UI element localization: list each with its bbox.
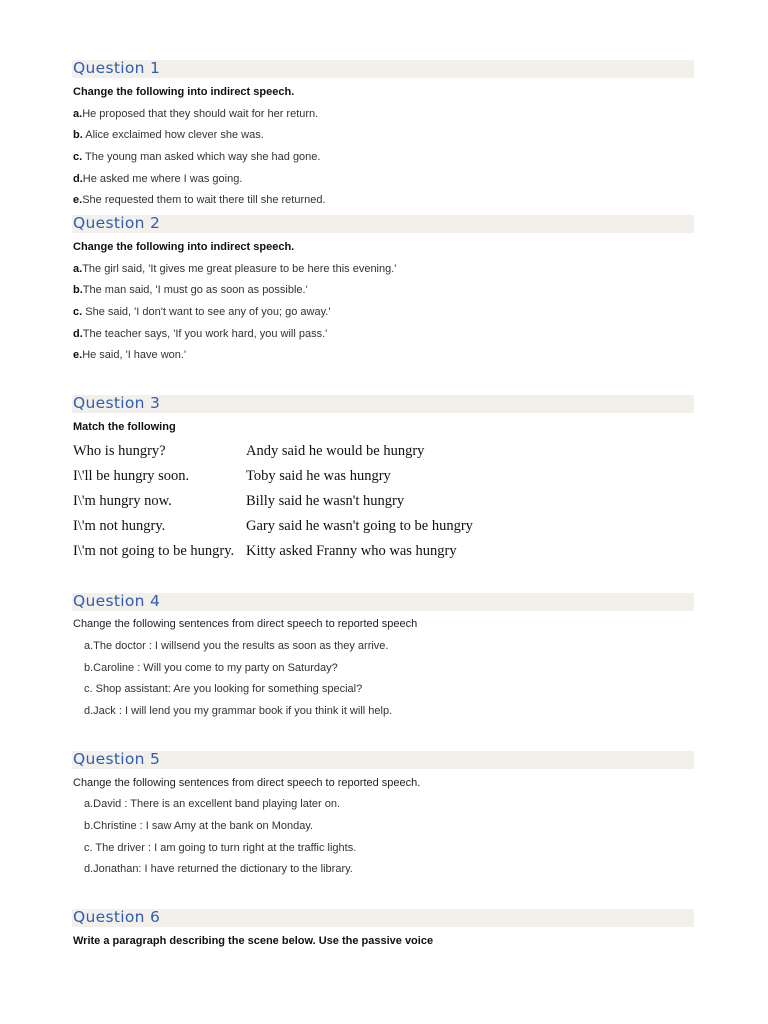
question-4-item-a: a.The doctor : I willsend you the results as soon as they arrive. (84, 640, 389, 652)
question-2-item-c: c. She said, 'I don't want to see any of you; go away.' (73, 306, 331, 318)
question-4-header-bar (72, 593, 694, 611)
question-6-instruction: Write a paragraph describing the scene below. Use the passive voice (73, 935, 434, 947)
match-right-2: Toby said he was hungry (246, 468, 391, 484)
question-3-header-bar (72, 395, 694, 413)
question-2-item-a: a.The girl said, 'It gives me great pleasure to be here this evening.' (73, 263, 397, 275)
question-4-instruction: Change the following sentences from direct speech to reported speech (73, 618, 418, 630)
question-1-item-e: e.She requested them to wait there till she returned. (73, 194, 326, 206)
question-4-item-b: b.Caroline : Will you come to my party on Saturday? (84, 662, 338, 674)
question-1-item-b: b. Alice exclaimed how clever she was. (73, 129, 264, 141)
match-left-2: I\'ll be hungry soon. (73, 468, 190, 484)
question-5-item-b: b.Christine : I saw Amy at the bank on Monday. (84, 820, 314, 832)
question-6-title: Question 6 (73, 908, 161, 926)
question-4-item-d: d.Jack : I will lend you my grammar book if you think it will help. (84, 705, 393, 717)
question-3-title: Question 3 (73, 394, 161, 412)
question-1-item-d: d.He asked me where I was going. (73, 173, 243, 185)
match-left-5: I\'m not going to be hungry. (73, 543, 235, 559)
question-2-instruction: Change the following into indirect speech. (73, 241, 295, 253)
question-2-item-e: e.He said, 'I have won.' (73, 349, 187, 361)
question-3-instruction: Match the following (73, 421, 176, 433)
question-5-item-a: a.David : There is an excellent band playing later on. (84, 798, 341, 810)
question-1-title: Question 1 (73, 59, 161, 77)
question-4-title: Question 4 (73, 592, 161, 610)
question-2-header-bar (72, 215, 694, 233)
match-left-4: I\'m not hungry. (73, 518, 166, 534)
question-5-title: Question 5 (73, 750, 161, 768)
question-2-item-d: d.The teacher says, 'If you work hard, you will pass.' (73, 328, 328, 340)
question-4-item-c: c. Shop assistant: Are you looking for something special? (84, 683, 363, 695)
match-left-1: Who is hungry? (73, 443, 166, 459)
question-1-instruction: Change the following into indirect speech. (73, 86, 295, 98)
match-right-5: Kitty asked Franny who was hungry (246, 543, 457, 559)
question-5-item-d: d.Jonathan: I have returned the dictionary to the library. (84, 863, 353, 875)
match-left-3: I\'m hungry now. (73, 493, 172, 509)
question-1-item-a: a.He proposed that they should wait for her return. (73, 108, 319, 120)
question-1-header-bar (72, 60, 694, 78)
question-2-item-b: b.The man said, 'I must go as soon as possible.' (73, 284, 308, 296)
match-right-3: Billy said he wasn't hungry (246, 493, 405, 509)
question-2-title: Question 2 (73, 214, 161, 232)
match-right-1: Andy said he would be hungry (246, 443, 425, 459)
match-right-4: Gary said he wasn't going to be hungry (246, 518, 473, 534)
question-5-item-c: c. The driver : I am going to turn right at the traffic lights. (84, 842, 357, 854)
question-5-instruction: Change the following sentences from direct speech to reported speech. (73, 777, 421, 789)
question-6-header-bar (72, 909, 694, 927)
question-1-item-c: c. The young man asked which way she had gone. (73, 151, 321, 163)
question-5-header-bar (72, 751, 694, 769)
